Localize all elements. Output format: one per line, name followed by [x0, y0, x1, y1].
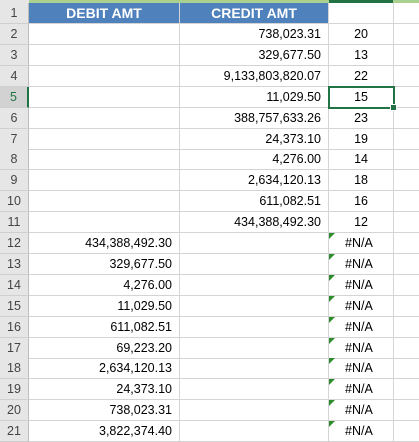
- table-row-header: [0, 3, 419, 24]
- table-row: [0, 233, 419, 254]
- row-number[interactable]: 12: [0, 233, 29, 254]
- empty-cell[interactable]: [394, 129, 419, 150]
- credit-amt-cell[interactable]: [180, 296, 329, 317]
- empty-cell[interactable]: [394, 170, 419, 191]
- result-value: #N/A: [345, 361, 373, 376]
- credit-amt-cell[interactable]: [180, 379, 329, 400]
- debit-amt-cell[interactable]: [29, 129, 180, 150]
- error-value-wrapper: [329, 379, 393, 399]
- result-cell[interactable]: [329, 317, 394, 338]
- error-value-wrapper: [329, 358, 393, 378]
- result-value: 12: [354, 215, 368, 230]
- debit-amt-value: 738,023.31: [109, 403, 172, 418]
- credit-amt-cell[interactable]: [180, 87, 329, 108]
- error-indicator-icon[interactable]: [329, 400, 335, 406]
- result-value: 13: [354, 47, 368, 62]
- error-indicator-icon[interactable]: [329, 379, 335, 385]
- empty-cell[interactable]: [394, 24, 419, 45]
- fill-handle[interactable]: [390, 104, 397, 111]
- error-indicator-icon[interactable]: [329, 275, 335, 281]
- credit-amt-cell[interactable]: [180, 421, 329, 442]
- credit-amt-value: 329,677.50: [258, 47, 321, 62]
- empty-cell[interactable]: [394, 212, 419, 233]
- credit-amt-cell[interactable]: [180, 254, 329, 275]
- row-number[interactable]: 2: [0, 24, 29, 45]
- table-row: [0, 66, 419, 87]
- debit-amt-value: 11,029.50: [117, 298, 172, 313]
- debit-amt-cell[interactable]: [29, 66, 180, 87]
- empty-cell[interactable]: [394, 275, 419, 296]
- result-cell[interactable]: [329, 66, 394, 87]
- result-value: #N/A: [345, 403, 373, 418]
- debit-amt-cell[interactable]: [29, 170, 180, 191]
- credit-amt-cell[interactable]: [180, 275, 329, 296]
- empty-cell[interactable]: [394, 317, 419, 338]
- empty-cell[interactable]: [394, 358, 419, 379]
- result-cell[interactable]: [329, 170, 394, 191]
- table-row: [0, 338, 419, 359]
- credit-amt-value: 2,634,120.13: [248, 173, 321, 188]
- debit-amt-cell[interactable]: [29, 421, 180, 442]
- empty-cell[interactable]: [394, 254, 419, 275]
- debit-amt-cell[interactable]: [29, 191, 180, 212]
- debit-amt-value: 329,677.50: [109, 256, 172, 271]
- credit-amt-cell[interactable]: [180, 129, 329, 150]
- credit-amt-value: 11,029.50: [266, 89, 321, 104]
- debit-amt-value: 611,082.51: [110, 319, 172, 334]
- result-value: #N/A: [345, 298, 373, 313]
- error-value-wrapper: [329, 338, 393, 358]
- credit-amt-cell[interactable]: [180, 317, 329, 338]
- row-number[interactable]: 15: [0, 296, 29, 317]
- credit-amt-cell[interactable]: [180, 170, 329, 191]
- result-cell[interactable]: [329, 45, 394, 66]
- row-number[interactable]: 16: [0, 317, 29, 338]
- result-cell[interactable]: [329, 212, 394, 233]
- result-cell[interactable]: [329, 275, 394, 296]
- error-value-wrapper: [329, 275, 393, 295]
- table-row: [0, 358, 419, 379]
- credit-amt-cell[interactable]: [180, 149, 329, 170]
- table-row: [0, 191, 419, 212]
- row-number[interactable]: 9: [0, 170, 29, 191]
- result-cell[interactable]: [329, 296, 394, 317]
- result-value: #N/A: [345, 277, 373, 292]
- empty-cell[interactable]: [394, 45, 419, 66]
- debit-amt-value: 434,388,492.30: [85, 236, 172, 250]
- debit-amt-header[interactable]: DEBIT AMT: [29, 3, 180, 24]
- result-cell[interactable]: [329, 108, 394, 129]
- empty-cell[interactable]: [394, 379, 419, 400]
- row-number[interactable]: 8: [0, 149, 29, 170]
- credit-amt-header[interactable]: CREDIT AMT: [180, 3, 329, 24]
- empty-cell[interactable]: [394, 421, 419, 442]
- row-number[interactable]: 18: [0, 358, 29, 379]
- empty-cell[interactable]: [394, 338, 419, 359]
- row-number[interactable]: 13: [0, 254, 29, 275]
- debit-amt-cell[interactable]: [29, 87, 180, 108]
- row-number[interactable]: 20: [0, 400, 29, 421]
- table-row: [0, 149, 419, 170]
- table-row: [0, 108, 419, 129]
- error-value-wrapper: [329, 317, 393, 337]
- debit-amt-cell[interactable]: [29, 400, 180, 421]
- table-row: [0, 317, 419, 338]
- error-indicator-icon[interactable]: [329, 254, 335, 260]
- debit-amt-value: 24,373.10: [116, 382, 172, 397]
- row-number[interactable]: 17: [0, 338, 29, 359]
- table-row: [0, 379, 419, 400]
- result-cell[interactable]: [329, 358, 394, 379]
- row-number[interactable]: 19: [0, 379, 29, 400]
- row-number[interactable]: 5: [0, 87, 29, 108]
- debit-amt-cell[interactable]: [29, 233, 180, 254]
- debit-amt-cell[interactable]: [29, 275, 180, 296]
- result-cell[interactable]: [329, 379, 394, 400]
- credit-amt-cell[interactable]: [180, 24, 329, 45]
- error-value-wrapper: [329, 400, 393, 420]
- result-cell[interactable]: [329, 400, 394, 421]
- row-number[interactable]: 7: [0, 129, 29, 150]
- result-value: 20: [354, 27, 368, 41]
- result-cell[interactable]: [329, 191, 394, 212]
- error-value-wrapper: [329, 296, 393, 316]
- table-row: [0, 45, 419, 66]
- result-value: #N/A: [345, 236, 373, 250]
- result-value: 14: [354, 152, 368, 167]
- row-number[interactable]: 4: [0, 66, 29, 87]
- table-row: [0, 275, 419, 296]
- table-row: [0, 129, 419, 150]
- error-indicator-icon[interactable]: [329, 296, 335, 302]
- credit-amt-cell[interactable]: [180, 338, 329, 359]
- result-header-cell[interactable]: [329, 3, 394, 24]
- result-value: 15: [354, 89, 368, 104]
- credit-amt-cell[interactable]: [180, 400, 329, 421]
- result-cell[interactable]: [329, 338, 394, 359]
- table-row: [0, 400, 419, 421]
- debit-amt-cell[interactable]: [29, 45, 180, 66]
- result-value: 23: [354, 110, 368, 125]
- error-value-wrapper: [329, 233, 393, 253]
- empty-cell[interactable]: [394, 191, 419, 212]
- result-cell[interactable]: [329, 421, 394, 442]
- debit-amt-cell[interactable]: [29, 379, 180, 400]
- row-number[interactable]: 6: [0, 108, 29, 129]
- row-number[interactable]: 14: [0, 275, 29, 296]
- credit-amt-cell[interactable]: [180, 358, 329, 379]
- credit-amt-cell[interactable]: [180, 45, 329, 66]
- credit-amt-value: 434,388,492.30: [234, 215, 321, 230]
- row-number[interactable]: 11: [0, 212, 29, 233]
- result-value: #N/A: [345, 424, 373, 439]
- table-row: [0, 254, 419, 275]
- credit-amt-cell[interactable]: [180, 108, 329, 129]
- result-cell[interactable]: [329, 233, 394, 254]
- debit-amt-cell[interactable]: [29, 212, 180, 233]
- credit-amt-value: 9,133,803,820.07: [223, 68, 321, 83]
- row-number[interactable]: 1: [0, 3, 29, 24]
- credit-amt-value: 738,023.31: [258, 27, 321, 41]
- error-indicator-icon[interactable]: [329, 338, 335, 344]
- result-value: 18: [354, 173, 368, 188]
- result-value: 22: [354, 68, 368, 83]
- debit-amt-value: 69,223.20: [116, 340, 172, 355]
- result-cell[interactable]: [329, 24, 394, 45]
- empty-cell[interactable]: [394, 233, 419, 254]
- row-number[interactable]: 3: [0, 45, 29, 66]
- debit-amt-value: 4,276.00: [123, 277, 172, 292]
- row-number[interactable]: 10: [0, 191, 29, 212]
- credit-amt-value: 24,373.10: [265, 131, 321, 146]
- row-number[interactable]: 21: [0, 421, 29, 442]
- debit-amt-cell[interactable]: [29, 317, 180, 338]
- error-indicator-icon[interactable]: [329, 358, 335, 364]
- credit-amt-value: 611,082.51: [259, 194, 321, 209]
- result-value: #N/A: [345, 382, 373, 397]
- error-value-wrapper: [329, 421, 393, 441]
- credit-amt-value: 388,757,633.26: [234, 110, 321, 125]
- result-value: #N/A: [345, 256, 373, 271]
- debit-amt-cell[interactable]: [29, 108, 180, 129]
- result-value: #N/A: [345, 340, 373, 355]
- empty-cell[interactable]: [394, 296, 419, 317]
- table-row: [0, 212, 419, 233]
- table-row: [0, 24, 419, 45]
- empty-cell[interactable]: [394, 66, 419, 87]
- result-value: 19: [354, 131, 368, 146]
- credit-amt-cell[interactable]: [180, 233, 329, 254]
- credit-amt-cell[interactable]: [180, 212, 329, 233]
- result-value: #N/A: [345, 319, 373, 334]
- table-row: [0, 296, 419, 317]
- result-cell[interactable]: [329, 129, 394, 150]
- result-cell[interactable]: [329, 254, 394, 275]
- empty-cell[interactable]: [394, 87, 419, 108]
- error-value-wrapper: [329, 254, 393, 274]
- empty-cell[interactable]: [394, 149, 419, 170]
- table-row: [0, 421, 419, 442]
- active-cell-selection: [328, 86, 395, 109]
- debit-amt-value: 2,634,120.13: [99, 361, 172, 376]
- error-indicator-icon[interactable]: [329, 317, 335, 323]
- debit-amt-cell[interactable]: [29, 149, 180, 170]
- empty-cell[interactable]: [394, 3, 419, 24]
- debit-amt-cell[interactable]: [29, 338, 180, 359]
- debit-amt-cell[interactable]: [29, 358, 180, 379]
- debit-amt-cell[interactable]: [29, 24, 180, 45]
- result-cell[interactable]: [329, 149, 394, 170]
- empty-cell[interactable]: [394, 108, 419, 129]
- empty-cell[interactable]: [394, 400, 419, 421]
- error-indicator-icon[interactable]: [329, 233, 335, 239]
- debit-amt-cell[interactable]: [29, 296, 180, 317]
- table-row: [0, 170, 419, 191]
- credit-amt-value: 4,276.00: [272, 152, 321, 167]
- credit-amt-cell[interactable]: [180, 66, 329, 87]
- debit-amt-value: 3,822,374.40: [99, 424, 172, 439]
- result-value: 16: [354, 194, 368, 209]
- debit-amt-cell[interactable]: [29, 254, 180, 275]
- credit-amt-cell[interactable]: [180, 191, 329, 212]
